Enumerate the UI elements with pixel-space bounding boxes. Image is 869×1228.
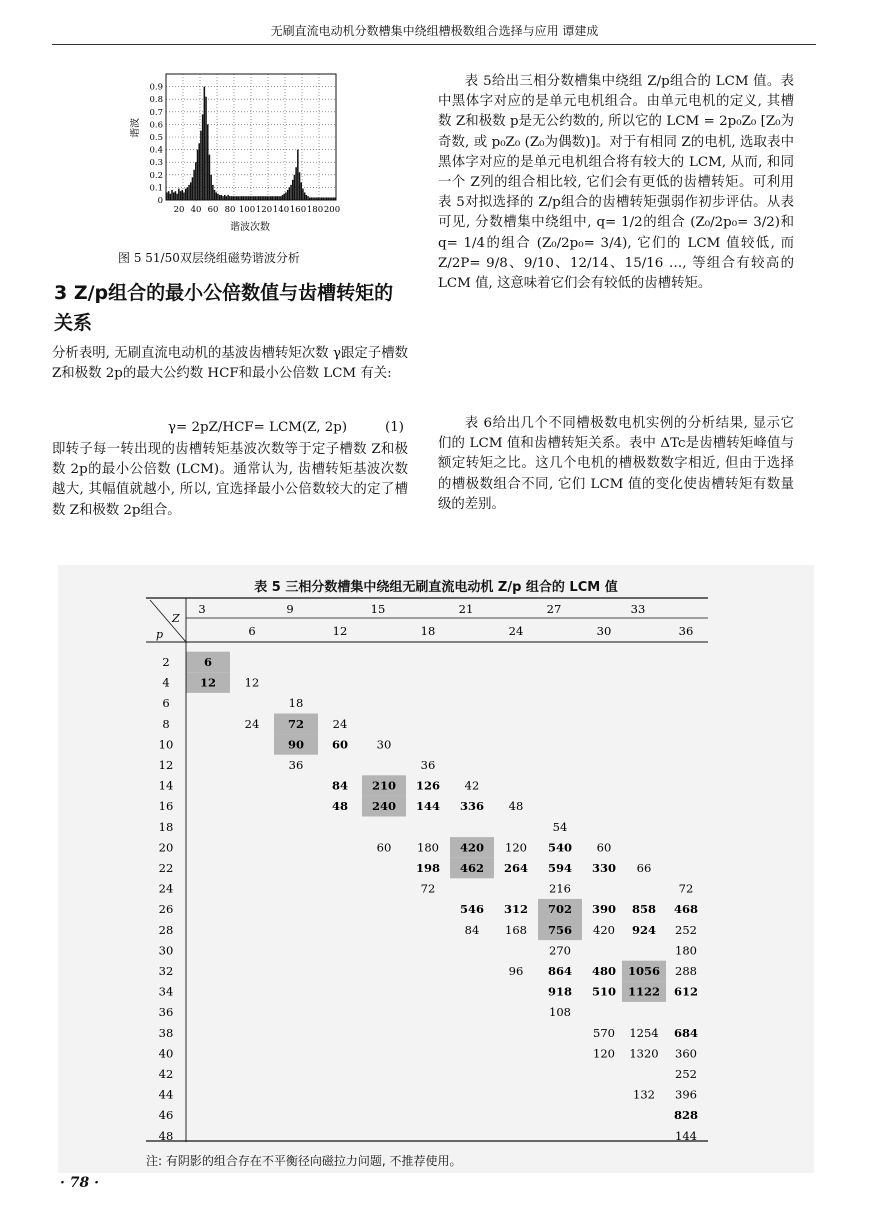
spectrum-bar [268, 196, 270, 200]
p-row-48: 48 [158, 1128, 174, 1143]
spectrum-y-tick: 0.8 [149, 95, 163, 106]
p-row-14: 14 [158, 778, 174, 793]
lcm-cell-p16-z24: 48 [508, 799, 524, 814]
z-header-9: 9 [286, 602, 294, 616]
spectrum-y-tick: 0.4 [149, 145, 163, 156]
table-title: 表 5 三相分数槽集中绕组无刷直流电动机 Z/p 组合的 LCM 值 [254, 580, 618, 595]
lcm-cell-p24-z27: 216 [549, 881, 571, 896]
lcm-cell-p10-z15: 30 [376, 737, 392, 752]
p-row-40: 40 [158, 1046, 174, 1061]
spectrum-bar [227, 195, 229, 200]
lcm-cell-p26-z33: 858 [631, 902, 657, 917]
lcm-cell-p48-z36: 144 [675, 1128, 697, 1143]
spectrum-x-tick: 20 [173, 205, 185, 215]
lcm-cell-p20-z18: 180 [417, 840, 439, 855]
lcm-cell-p28-z33: 924 [631, 922, 657, 937]
lcm-cell-p8-z12: 24 [332, 716, 348, 731]
equation-number: (1) [385, 420, 404, 435]
z-header-12: 12 [332, 624, 348, 638]
spectrum-bar [168, 191, 170, 200]
spectrum-bar [180, 191, 182, 200]
spectrum-bar [173, 192, 175, 200]
lcm-cell-p22-z33: 66 [636, 861, 652, 875]
spectrum-bar [238, 196, 240, 200]
spectrum-x-ticks [174, 205, 341, 215]
lcm-cell-p28-z36: 252 [675, 922, 697, 937]
lcm-cell-p26-z21: 546 [459, 902, 485, 917]
header-rule [52, 44, 816, 45]
p-row-32: 32 [158, 964, 174, 978]
spectrum-x-tick: 200 [323, 205, 341, 215]
z-header-27: 27 [546, 602, 562, 616]
spectrum-bar [219, 195, 221, 200]
running-header: 无刷直流电动机分数槽集中绕组槽极数组合选择与应用 谭建成 [270, 24, 599, 38]
spectrum-bar [297, 150, 299, 200]
spectrum-bar [278, 196, 280, 200]
page-number: · 78 · [60, 1175, 99, 1191]
lcm-cell-p40-z30: 120 [593, 1046, 615, 1061]
corner-z-label: Z [172, 612, 180, 625]
p-row-2: 2 [162, 655, 170, 669]
lcm-cell-p26-z24: 312 [503, 902, 529, 917]
lcm-table [146, 596, 710, 1144]
lcm-cell-p28-z30: 420 [593, 922, 615, 937]
lcm-cell-p22-z21: 462 [459, 861, 485, 875]
spectrum-y-tick: 0.5 [149, 133, 163, 143]
spectrum-bar [222, 196, 224, 200]
spectrum-x-label: 谐波次数 [230, 222, 270, 232]
spectrum-x-tick: 80 [224, 205, 236, 215]
spectrum-bar [263, 196, 265, 200]
section-heading: 3 Z/p组合的最小公倍数值与齿槽转矩的关系 [54, 282, 394, 334]
spectrum-bar [231, 196, 233, 200]
spectrum-bar [306, 195, 308, 200]
z-header-30: 30 [596, 624, 612, 638]
p-row-8: 8 [162, 716, 170, 731]
lcm-cell-p10-z9: 90 [287, 737, 305, 752]
p-row-28: 28 [158, 922, 174, 937]
spectrum-y-label: 谐波 [130, 118, 141, 138]
z-header-6: 6 [248, 624, 256, 638]
z-header-18: 18 [420, 624, 436, 638]
spectrum-x-tick: 180 [306, 205, 324, 215]
spectrum-bar [304, 192, 306, 200]
lcm-cell-p22-z30: 330 [591, 861, 617, 875]
spectrum-bar [192, 177, 194, 200]
spectrum-bar [246, 196, 248, 200]
lcm-cell-p22-z24: 264 [503, 861, 529, 875]
lcm-cell-p26-z27: 702 [547, 902, 573, 917]
spectrum-bar [215, 192, 217, 200]
lcm-cell-p26-z30: 390 [591, 902, 617, 917]
spectrum-bar [294, 175, 296, 200]
spectrum-bar [290, 185, 292, 200]
spectrum-bar [183, 192, 185, 200]
spectrum-bar [195, 162, 197, 200]
spectrum-bar [214, 190, 216, 200]
lcm-cell-p22-z27: 594 [547, 861, 573, 875]
lcm-cell-p14-z21: 42 [464, 778, 480, 793]
spectrum-bar [307, 196, 309, 200]
spectrum-x-tick: 100 [238, 205, 256, 215]
lcm-cell-p40-z36: 360 [675, 1046, 697, 1061]
p-row-24: 24 [158, 881, 174, 896]
spectrum-bar [204, 87, 206, 200]
spectrum-bar [221, 195, 223, 200]
spectrum-bar [302, 189, 304, 200]
harmonic-spectrum-chart [130, 70, 350, 232]
spectrum-bar [295, 167, 297, 200]
spectrum-bar [256, 196, 258, 200]
spectrum-bar [300, 182, 302, 200]
lcm-cell-p34-z36: 612 [673, 984, 699, 999]
spectrum-bar [241, 196, 243, 200]
spectrum-bar [178, 189, 180, 200]
lcm-cell-p26-z36: 468 [673, 902, 699, 917]
spectrum-grid [166, 74, 336, 200]
z-header-36: 36 [678, 624, 694, 638]
p-row-30: 30 [158, 943, 174, 958]
lcm-cell-p12-z18: 36 [420, 758, 436, 772]
p-row-10: 10 [158, 737, 174, 752]
spectrum-x-tick: 40 [190, 205, 202, 215]
spectrum-bar [270, 196, 272, 200]
lcm-cell-p38-z33: 1254 [629, 1025, 659, 1040]
lcm-cell-p34-z30: 510 [591, 984, 617, 999]
lcm-cell-p20-z24: 120 [505, 840, 527, 855]
spectrum-bar [272, 196, 274, 200]
lcm-cell-p18-z27: 54 [552, 819, 568, 834]
spectrum-bar [181, 190, 183, 200]
spectrum-bar [209, 155, 211, 200]
spectrum-bar [207, 124, 209, 200]
spectrum-bar [236, 196, 238, 200]
lcm-cell-p32-z30: 480 [591, 964, 617, 978]
spectrum-y-tick: 0.2 [149, 170, 163, 181]
spectrum-bar [170, 194, 172, 200]
spectrum-bar [255, 196, 257, 200]
p-row-26: 26 [158, 902, 174, 917]
lcm-cell-p22-z18: 198 [415, 861, 441, 875]
p-row-44: 44 [158, 1087, 174, 1102]
right-paragraph-2: 表 6给出几个不同槽极数电机实例的分析结果, 显示它们的 LCM 值和齿槽转矩关系。表中 ΔTc是齿槽转矩峰值与额定转矩之比。这几个电机的槽极数数字相近, 但由于选择的槽极数组合不同, 它们 LCM 值的变化使齿槽转矩有数量级的差别。 [438, 416, 794, 512]
lcm-cell-p30-z36: 180 [675, 943, 697, 958]
spectrum-x-tick: 120 [255, 205, 273, 215]
spectrum-x-tick: 140 [272, 205, 290, 215]
spectrum-bar [193, 170, 195, 200]
p-row-12: 12 [158, 758, 174, 772]
spectrum-bar [187, 187, 189, 200]
spectrum-bar [248, 196, 250, 200]
spectrum-bar [285, 192, 287, 200]
spectrum-bar [176, 194, 178, 200]
spectrum-y-ticks [149, 83, 163, 206]
spectrum-bar [292, 180, 294, 200]
spectrum-bar [265, 196, 267, 200]
spectrum-bar [249, 196, 251, 200]
lcm-cell-p14-z12: 84 [331, 778, 349, 793]
lcm-cell-p32-z24: 96 [508, 964, 524, 978]
z-header-33: 33 [630, 602, 646, 616]
lcm-cell-p46-z36: 828 [673, 1108, 699, 1123]
spectrum-y-tick: 0.7 [149, 107, 163, 118]
spectrum-bar [217, 194, 219, 200]
lcm-cell-p12-z9: 36 [288, 758, 304, 772]
table-shading [186, 652, 666, 1002]
spectrum-bar [277, 196, 279, 200]
spectrum-x-tick-row [174, 205, 341, 215]
spectrum-bar [175, 191, 177, 200]
p-row-46: 46 [158, 1108, 174, 1123]
lcm-cell-p4-z3: 12 [199, 675, 217, 690]
lcm-cell-p20-z21: 420 [459, 840, 485, 855]
lcm-cell-p32-z36: 288 [675, 964, 697, 978]
lcm-cell-p16-z21: 336 [459, 799, 485, 814]
spectrum-bar [212, 185, 214, 200]
spectrum-bar [273, 196, 275, 200]
spectrum-bar [239, 196, 241, 200]
z-odd-headers [198, 602, 645, 616]
corner-p-label: p [156, 628, 164, 641]
spectrum-bar [190, 182, 192, 200]
z-header-21: 21 [458, 602, 474, 616]
lcm-cell-p38-z36: 684 [673, 1025, 699, 1040]
p-row-42: 42 [158, 1067, 174, 1081]
table-note: 注: 有阴影的组合存在不平衡径向磁拉力问题, 不推荐使用。 [146, 1154, 462, 1168]
lcm-cell-p44-z36: 396 [675, 1087, 697, 1102]
lcm-cell-p16-z15: 240 [371, 799, 397, 814]
p-row-20: 20 [158, 840, 174, 855]
spectrum-y-tick: 0.9 [149, 82, 163, 93]
lcm-cell-p30-z27: 270 [549, 943, 571, 958]
spectrum-bar [275, 196, 277, 200]
spectrum-bar [185, 189, 187, 200]
spectrum-bar [229, 196, 231, 200]
p-row-36: 36 [158, 1005, 174, 1020]
spectrum-bar [200, 131, 202, 200]
lcm-cell-p28-z24: 168 [505, 922, 527, 937]
lcm-cell-p44-z33: 132 [633, 1087, 655, 1102]
equation-body: γ= 2pZ/HCF= LCM(Z, 2p) [168, 420, 348, 435]
spectrum-bar [280, 196, 282, 200]
lcm-cell-p24-z36: 72 [678, 881, 694, 896]
spectrum-bar [234, 196, 236, 200]
spectrum-bar [197, 150, 199, 200]
spectrum-bar [260, 196, 262, 200]
spectrum-bar [205, 97, 207, 200]
spectrum-y-tick: 0 [157, 196, 163, 206]
lcm-cell-p32-z33: 1056 [627, 964, 661, 978]
right-paragraph-1: 表 5给出三相分数槽集中绕组 Z/p组合的 LCM 值。表中黑体字对应的是单元电机组合。由单元电机的定义, 其槽数 Z和极数 p是无公约数的, 所以它的 LCM = 2p₀Z₀ [Z₀为奇数, 或 p₀Z₀ (Z₀为偶数)]。对于有相同 Z的电机, 选取表中黑体字对应的是单元电机组合将有较大的 LCM, 从而, 和同一个 Z列的组合相比较, 它们会有更低的齿槽转矩。可利用表 5对拟选择的 Z/p组合的齿槽转矩强弱作初步评估。从表可见, 分数槽集中绕组中, q= 1/2的组合 (Z₀/2p₀= 3/2)和 q= 1/4的组合 (Z₀/2p₀= 3/4), 它们的 LCM 值较低, 而 Z/2P= 9/8、9/10、12/14、15/16 …, 等组合有较高的 LCM 值, 这意味着它们会有较低的齿槽转矩。 [438, 74, 794, 292]
p-row-34: 34 [158, 984, 174, 999]
spectrum-bar [258, 196, 260, 200]
lcm-cell-p24-z18: 72 [420, 881, 436, 896]
spectrum-bar [253, 196, 255, 200]
spectrum-y-tick: 0.3 [149, 158, 163, 169]
lcm-cell-p34-z33: 1122 [627, 984, 661, 999]
lcm-cell-p20-z30: 60 [596, 840, 612, 855]
p-row-4: 4 [162, 675, 170, 690]
spectrum-bar [198, 143, 200, 200]
spectrum-bar [289, 187, 291, 200]
lcm-cell-p34-z27: 918 [547, 984, 573, 999]
spectrum-bar [188, 185, 190, 200]
spectrum-bar [283, 194, 285, 200]
p-row-16: 16 [158, 799, 174, 814]
spectrum-bar [244, 196, 246, 200]
spectrum-x-tick: 160 [289, 205, 307, 215]
spectrum-bar [202, 114, 204, 200]
lcm-cell-p6-z9: 18 [288, 696, 304, 711]
lcm-cell-p28-z21: 84 [464, 922, 480, 937]
spectrum-bar [266, 196, 268, 200]
lcm-cell-p42-z36: 252 [675, 1067, 697, 1081]
left-paragraph-1: 分析表明, 无刷直流电动机的基波齿槽转矩次数 γ跟定子槽数 Z和极数 2p的最大公约数 HCF和最小公倍数 LCM 有关: [52, 346, 408, 382]
spectrum-bar [232, 196, 234, 200]
z-even-headers [248, 624, 693, 638]
lcm-cell-p16-z18: 144 [415, 799, 441, 814]
lcm-cell-p20-z27: 540 [547, 840, 573, 855]
lcm-cell-p38-z30: 570 [593, 1025, 615, 1040]
spectrum-y-tick: 0.6 [149, 120, 163, 131]
spectrum-bar [282, 195, 284, 200]
p-row-6: 6 [162, 696, 170, 711]
left-paragraph-2: 即转子每一转出现的齿槽转矩基波次数等于定子槽数 Z和极数 2p的最小公倍数 (LCM)。通常认为, 齿槽转矩基波次数越大, 其幅值就越小, 所以, 宜选择最小公倍数较大的定了槽数 Z和极数 2p组合。 [52, 442, 408, 518]
spectrum-bar [210, 175, 212, 200]
p-row-labels [159, 655, 174, 1143]
lcm-cell-p14-z18: 126 [415, 778, 441, 793]
spectrum-bar [226, 196, 228, 200]
p-row-22: 22 [158, 861, 174, 875]
lcm-cell-p2-z3: 6 [203, 655, 213, 669]
lcm-cell-p8-z6: 24 [244, 716, 260, 731]
lcm-cell-p32-z27: 864 [547, 964, 573, 978]
lcm-cell-p16-z12: 48 [331, 799, 349, 814]
spectrum-bar [243, 196, 245, 200]
lcm-cell-p10-z12: 60 [331, 737, 349, 752]
spectrum-bar [251, 196, 253, 200]
spectrum-bar [287, 190, 289, 200]
p-row-18: 18 [158, 819, 174, 834]
lcm-cell-p8-z9: 72 [287, 716, 305, 731]
lcm-cell-p4-z6: 12 [244, 675, 260, 690]
spectrum-bar [299, 172, 301, 200]
spectrum-bar [261, 196, 263, 200]
lcm-cell-p20-z15: 60 [376, 840, 392, 855]
lcm-cell-p36-z27: 108 [549, 1005, 571, 1020]
lcm-cell-p28-z27: 756 [547, 922, 573, 937]
z-header-15: 15 [370, 602, 386, 616]
z-header-3: 3 [198, 602, 206, 616]
spectrum-x-tick: 60 [207, 205, 219, 215]
z-header-24: 24 [508, 624, 524, 638]
lcm-cell-p40-z33: 1320 [629, 1046, 659, 1061]
lcm-cell-p14-z15: 210 [371, 778, 397, 793]
spectrum-bar [171, 190, 173, 200]
spectrum-y-tick: 0.1 [149, 183, 163, 194]
spectrum-bar [224, 195, 226, 200]
p-row-38: 38 [158, 1025, 174, 1040]
figure-caption: 图 5 51/50双层绕组磁势谐波分析 [118, 251, 300, 265]
